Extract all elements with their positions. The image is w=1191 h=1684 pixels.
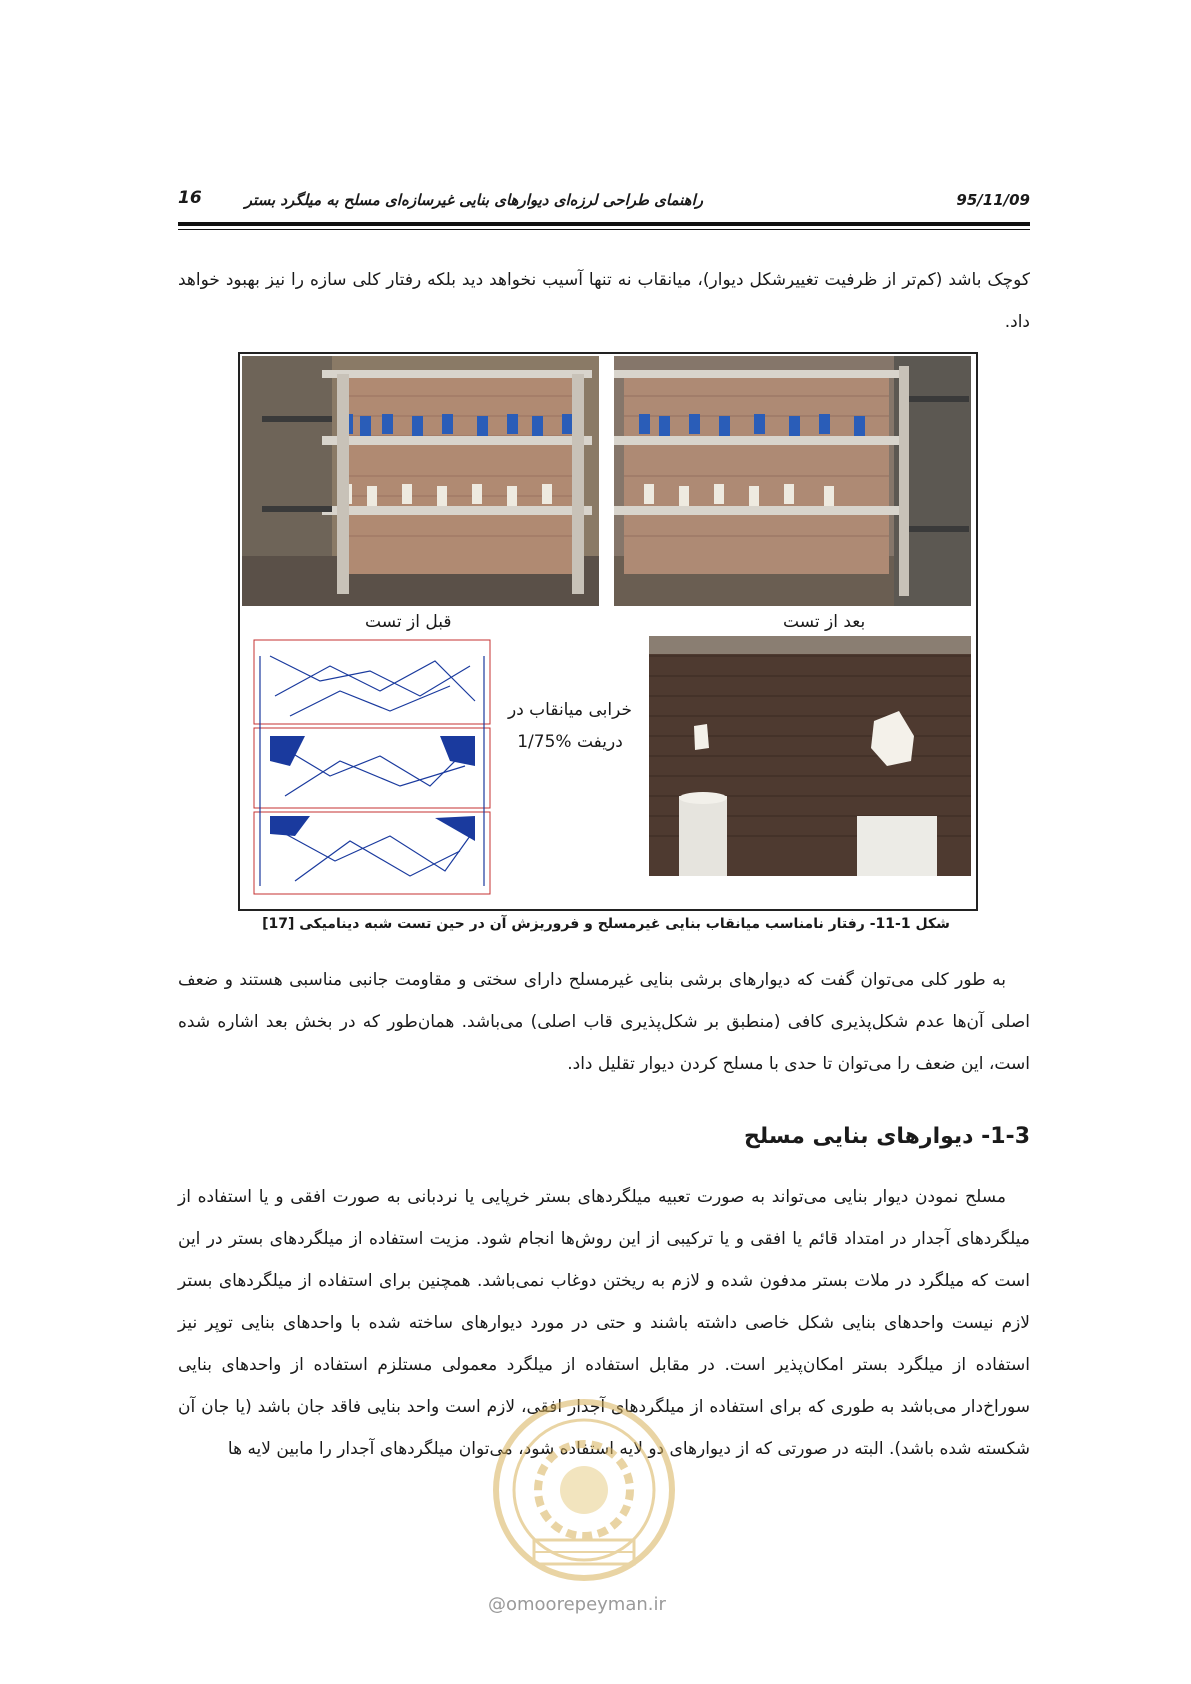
figure-1-11 [238, 352, 978, 911]
figure-caption: شکل 1-11- رفتار نامناسب میانقاب بنایی غیرمسلح و فروریزش آن در حین تست شبه دینامیکی [17] [262, 916, 950, 932]
paragraph-3: مسلح نمودن دیوار بنایی می‌تواند به صورت تعبیه میلگردهای بستر خرپایی یا نردبانی به صورت افقی و یا استفاده از میلگردهای آجدار در امتداد قائم یا افقی و یا ترکیبی از این روش‌ها انجام شود. مزیت استفاده از میلگردهای بستر در این است که میلگرد در ملات بستر مدفون شده و لازم به ریختن دوغاب نمی‌باشد. همچنین برای استفاده از میلگردهای بستر لازم نیست واحدهای بنایی شکل خاصی داشته باشند و حتی در مورد دیوارهای ساخته شده با واحدهای بنایی توپر نیز استفاده از میلگرد بستر امکان‌پذیر است. در مقابل استفاده از میلگرد معمولی مستلزم استفاده از واحدهای بنایی سوراخ‌دار می‌باشد به طوری که برای استفاده از میلگردهای آجدار افقی، لازم است واحد بنایی فاقد جان باشد (یا جان آن شکسته شده باشد). البته در صورتی که از دیوارهای دو لایه استفاده شود، می‌توان میلگردهای آجدار را مابین لایه ها [178, 1187, 1030, 1459]
photo-after-test [614, 356, 971, 606]
page-number: 16 [178, 188, 202, 208]
paragraph-2: به طور کلی می‌توان گفت که دیوارهای برشی بنایی غیرمسلح دارای سختی و مقاومت جانبی مناسبی هستند و ضعف اصلی آن‌ها عدم شکل‌پذیری کافی (منطبق بر شکل‌پذیری قاب اصلی) می‌باشد. همان‌طور که در بخش بعد اشاره شده است، این ضعف را می‌توان تا حدی با مسلح کردن دیوار تقلیل داد. [178, 970, 1030, 1074]
header-date: 95/11/09 [956, 191, 1030, 209]
watermark-url: @omoorepeyman.ir [488, 1594, 666, 1615]
label-damage-drift [505, 694, 635, 758]
paragraph-1: کوچک باشد (کم‌تر از ظرفیت تغییرشکل دیوار)، میانقاب نه تنها آسیب نخواهد دید بلکه رفتار کلی سازه را نیز بهبود خواهد داد. [178, 270, 1030, 332]
header-rule-thick [178, 222, 1030, 226]
running-header [178, 186, 1030, 226]
crack-pattern-drawing [250, 636, 495, 898]
label-damage-line-2: دریفت ‎1/75%‎ [517, 732, 623, 752]
header-rule-thin [178, 229, 1030, 230]
watermark-seal [474, 1390, 694, 1590]
section-heading: 1-3- دیوارهای بنایی مسلح [744, 1124, 1030, 1149]
header-title: راهنمای طراحی لرزه‌ای دیوارهای بنایی غیرسازه‌ای مسلح به میلگرد بستر [244, 191, 703, 209]
label-after-test: بعد از تست [783, 612, 866, 632]
label-before-test: قبل از تست [365, 612, 452, 632]
photo-before-test [242, 356, 599, 606]
label-damage-line-1: خرابی میانقاب در [507, 700, 633, 720]
photo-damaged-infill [649, 636, 971, 876]
